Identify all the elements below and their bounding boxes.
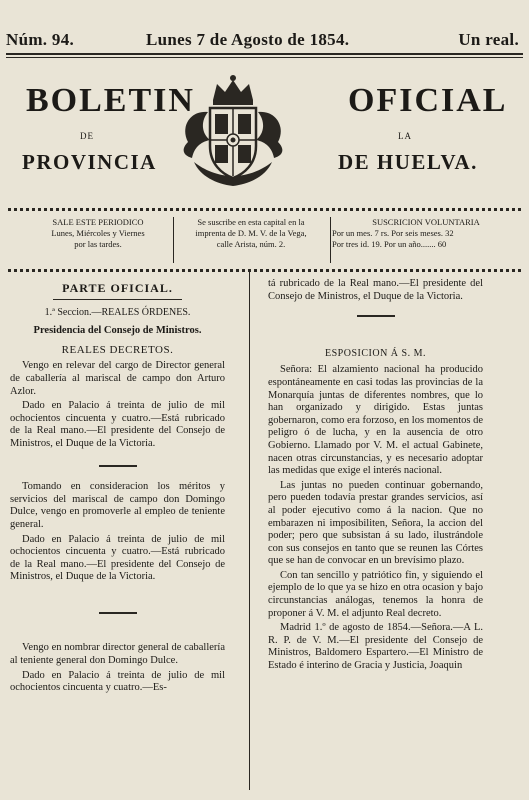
decree-paragraph-1: Vengo en relevar del cargo de Director general de caballería al mariscal de campo don Arturo Azlor. <box>10 360 225 397</box>
prices-line-1: Por un mes. 7 rs. Por seis meses. 32 <box>332 228 454 238</box>
section-rule <box>53 299 182 301</box>
issue-price: Un real. <box>458 30 519 49</box>
exposition-paragraph-1: Señora: El alzamiento nacional ha producido espontáneamente en casi todas las provincias de la Monarquía juntas de diferentes nombres, que lo han organizado y dirigido. Estas juntas gobernaron, como era forzoso, en los momentos de peligro ó de lucha, y en la ausencia de otro Gobierno. Llamado por V. M. el actual Gabinete, nacen otras circunstancias, y es necesario adoptar las medidas que exige el interés nacional. <box>268 364 483 477</box>
issue-header <box>6 30 523 50</box>
subscription-prices <box>332 217 520 250</box>
decree-paragraph-4: Dado en Palacio á treinta de julio de mil ochocientos cincuenta y cuatro.—Está rubricado de la Real mano.—El presidente del Consejo de Ministros, el Duque de la Victoria. <box>10 533 225 583</box>
prices-line-2: Por tres id. 19. Por un año....... 60 <box>332 239 447 249</box>
header-rule-thin <box>6 57 523 58</box>
schedule-line-3: por las tardes. <box>74 239 122 249</box>
box-divider-2 <box>330 217 331 263</box>
continued-paragraph: tá rubricado de la Real mano.—El presidente del Consejo de Ministros, el Duque de la Victoria. <box>268 278 483 302</box>
right-divider <box>268 309 483 322</box>
schedule-line-1: SALE ESTE PERIODICO <box>52 217 144 227</box>
title-oficial: OFICIAL <box>348 82 508 119</box>
subscription-box <box>8 208 521 272</box>
schedule-line-2: Lunes, Miércoles y Viernes <box>51 228 145 238</box>
subscription-location <box>176 217 326 250</box>
issue-date: Lunes 7 de Agosto de 1854. <box>146 30 350 49</box>
left-column <box>10 276 225 790</box>
title-de: DE <box>80 131 94 141</box>
decree-paragraph-5: Vengo en nombrar director general de caballería al teniente general don Domingo Dulce. <box>10 642 225 667</box>
location-line-3: calle Arista, núm. 2. <box>216 239 286 249</box>
publication-schedule <box>28 217 168 250</box>
section-title: PARTE OFICIAL. <box>62 281 173 295</box>
decree-paragraph-6: Dado en Palacio á treinta de julio de mil ochocientos cincuenta y cuatro.—Es- <box>10 669 225 694</box>
decree-divider-2 <box>10 606 225 619</box>
decree-paragraph-2: Dado en Palacio á treinta de julio de mil ochocientos cincuenta y cuatro.—Está rubricado de la Real mano.—El presidente del Consejo de Ministros, el Duque de la Victoria. <box>10 400 225 449</box>
exposition-heading: ESPOSICION Á S. M. <box>325 347 426 359</box>
column-separator <box>249 270 250 790</box>
title-de-huelva: DE HUELVA. <box>338 150 478 174</box>
title-provincia: PROVINCIA <box>22 150 157 174</box>
decree-divider-1 <box>10 459 225 472</box>
ministry-heading: Presidencia del Consejo de Ministros. <box>33 325 202 337</box>
exposition-paragraph-4: Madrid 1.º de agosto de 1854.—Señora.—A L. R. P. de V. M.—El presidente del Consejo de Ministros, Baldomero Espartero.—El Ministro de Estado é interino de Gracia y Justicia, Joaquin <box>268 622 483 672</box>
exposition-paragraph-3: Con tan sencillo y patriótico fin, y siguiendo el ejemplo de lo que ya se hizo en otra ocasion y bajo circunstancias análogas, tenemos la honra de proponer á V. M. el adjunto Real decreto. <box>268 569 483 619</box>
prices-title: SUSCRICION VOLUNTARIA <box>372 217 480 227</box>
coat-of-arms-icon <box>170 72 296 192</box>
box-divider-1 <box>173 217 174 263</box>
header-rule <box>6 53 523 55</box>
title-boletin: BOLETIN <box>26 82 195 119</box>
exposition-paragraph-2: Las juntas no pueden continuar gobernando, pero pueden todavía prestar grandes servicios, así al poder ejecutivo como á la nacion. Que no embarazen ni imposibiliten, Señora, la accion del poder; pero que subsistan á su lado, ilustrándole con sus consejos en tanto que se reunen las Córtes que se han de convocar en un brevísimo plazo. <box>268 479 483 567</box>
title-la: LA <box>398 131 412 141</box>
location-line-2: imprenta de D. M. V. de la Vega, <box>195 228 307 238</box>
location-line-1: Se suscribe en esta capital en la <box>197 217 305 227</box>
issue-number: Núm. 94. <box>6 30 75 49</box>
right-column <box>268 278 483 790</box>
decrees-heading: REALES DECRETOS. <box>61 343 174 356</box>
masthead <box>0 60 529 200</box>
section-subtitle: 1.ª Seccion.—REALES ÓRDENES. <box>44 306 191 318</box>
decree-paragraph-3: Tomando en consideracion los méritos y servicios del mariscal de campo don Domingo Dulce, vengo en promoverle al empleo de teniente general. <box>10 481 225 530</box>
